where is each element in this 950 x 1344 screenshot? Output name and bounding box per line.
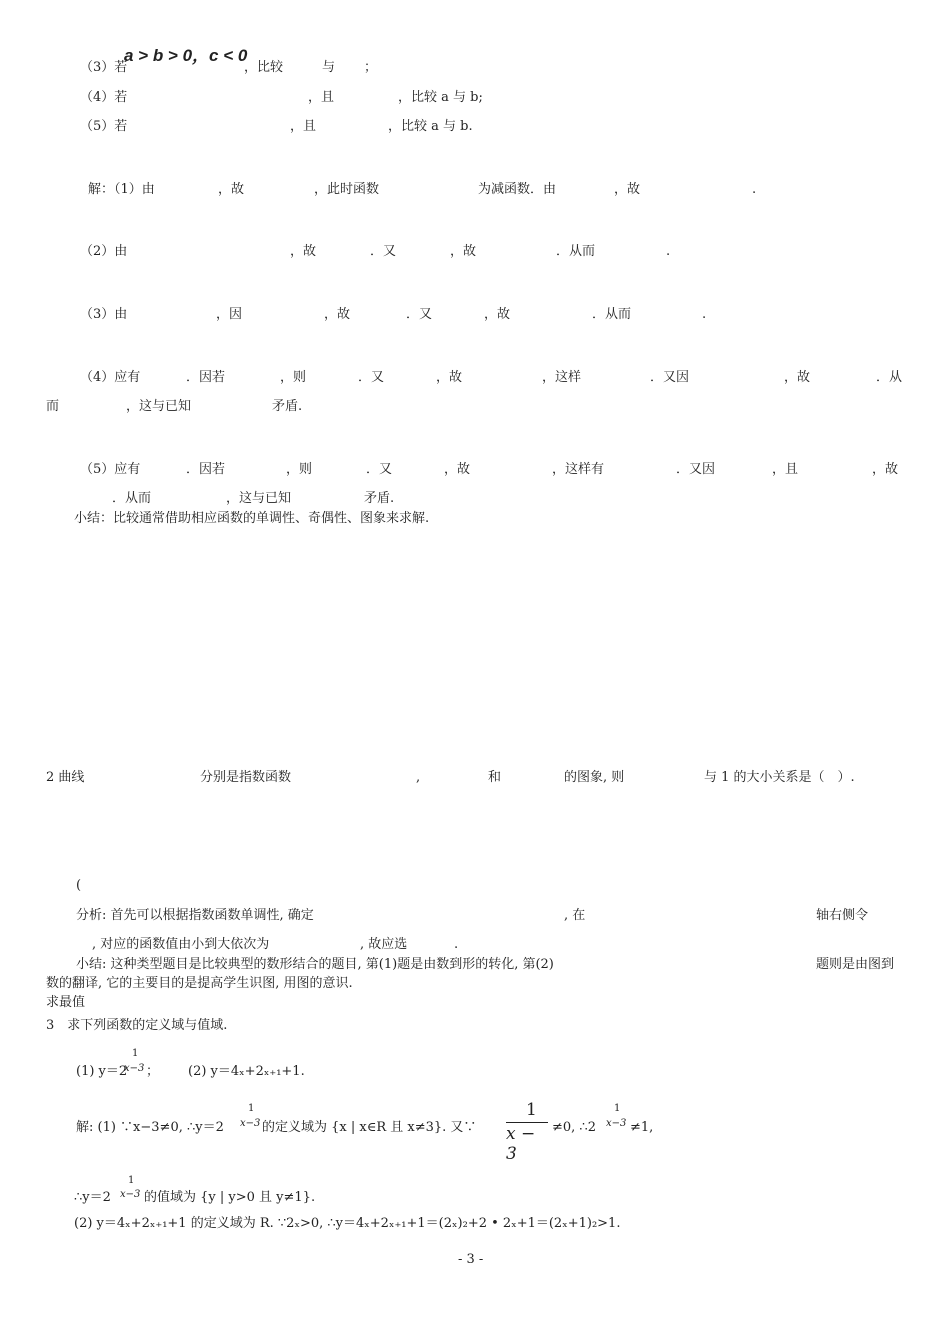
solution-3-e: ，故 (484, 307, 511, 322)
sol3-a: 解: (1) ∵x−3≠0, ∴y＝2 (76, 1120, 224, 1135)
sol3-fraction (506, 1100, 550, 1164)
solution-3-f: ．从而 (592, 307, 632, 322)
solution-5-a: （5）应有 (80, 462, 141, 477)
sol3-d: ≠1, (630, 1120, 654, 1135)
question-2-f: 与 1 的大小关系是（ ）. (704, 770, 855, 785)
sol3-exp-den: x−3 (240, 1118, 261, 1129)
solution-3-a: （3）由 (80, 307, 128, 322)
q3-item-1: (1) y＝2 (76, 1064, 128, 1079)
solution-5-g: ．又因 (676, 462, 716, 477)
solution-2-f: . (666, 244, 671, 259)
problem-4-text-2: ，比较 a 与 b; (398, 90, 483, 105)
q3-1-exp-den: x−3 (124, 1063, 145, 1074)
solution-5-h: ，且 (772, 462, 799, 477)
sol3c: (2) y＝4ₓ+2ₓ₊₁+1 的定义域为 R. ∵2ₓ>0, ∴y＝4ₓ+2ₓ₊₁+1＝(2ₓ)₂+2 • 2ₓ+1＝(2ₓ+1)₂>1. (74, 1216, 621, 1231)
solution-4-k: ，这与已知 (126, 399, 192, 414)
solution-2-d: ，故 (450, 244, 477, 259)
solution-4-h: ，故 (784, 370, 811, 385)
sol3-b: 的定义域为 {x | x∈R 且 x≠3}. 又∵ (262, 1120, 477, 1135)
solution-4-g: ．又因 (650, 370, 690, 385)
solution-5-j: ．从而 (112, 491, 152, 506)
sol3-c: ≠0, ∴2 (552, 1120, 596, 1135)
problem-5-label: （5）若 (80, 119, 128, 134)
solution-5-f: ，这样有 (552, 462, 605, 477)
q3-1-exp-num: 1 (132, 1048, 139, 1059)
question-2-d: 和 (488, 770, 502, 785)
solution-1-d: 为减函数．由 (478, 182, 557, 197)
analysis-e: , 故应选 (360, 937, 408, 952)
problem-5-text-1: ，且 (290, 119, 317, 134)
sol3b-a: ∴y＝2 (74, 1190, 111, 1205)
solution-3-b: ，因 (216, 307, 243, 322)
problem-4-text-1: ，且 (308, 90, 335, 105)
problem-3-text-2: 与 (322, 60, 336, 75)
solution-3-g: . (702, 307, 707, 322)
analysis-d: , 对应的函数值由小到大依次为 (92, 937, 270, 952)
sol3b-exp-den: x−3 (120, 1189, 141, 1200)
open-paren: ( (76, 878, 82, 893)
solution-4-b: ．因若 (186, 370, 226, 385)
solution-1-b: ，故 (218, 182, 245, 197)
question-2-a: 2 曲线 (46, 770, 85, 785)
solution-4-c: ，则 (280, 370, 307, 385)
solution-3-c: ，故 (324, 307, 351, 322)
problem-3-text-3: ； (364, 60, 378, 75)
solution-5-l: 矛盾. (364, 491, 395, 506)
analysis-f: . (454, 937, 459, 952)
sol3-fraction-den: x − 3 (506, 1124, 536, 1164)
sol3b-exp-num: 1 (128, 1175, 135, 1186)
solution-4-l: 矛盾. (272, 399, 303, 414)
q3-item-1-end: ； (146, 1064, 160, 1079)
sol3-exp2-num: 1 (614, 1103, 621, 1114)
solution-3-d: ．又 (406, 307, 433, 322)
analysis-c: 轴右侧令 (816, 908, 869, 923)
summary-2-b: 题则是由图到 (816, 957, 895, 972)
solution-4-e: ，故 (436, 370, 463, 385)
summary-1: 小结：比较通常借助相应函数的单调性、奇偶性、图象来求解. (74, 511, 430, 526)
summary-2-a: 小结: 这种类型题目是比较典型的数形结合的题目, 第(1)题是由数到形的转化, 第(2) (76, 957, 554, 972)
solution-5-e: ，故 (444, 462, 471, 477)
analysis-b: , 在 (564, 908, 586, 923)
solution-2-e: ．从而 (556, 244, 596, 259)
solution-5-k: ，这与已知 (226, 491, 292, 506)
solution-4-i: ．从 (876, 370, 903, 385)
solution-4-f: ，这样 (542, 370, 582, 385)
problem-3-label: （3）若 (80, 60, 128, 75)
sol3-fraction-num: 1 (526, 1100, 537, 1120)
problem-5-text-2: ，比较 a 与 b. (388, 119, 473, 134)
question-3: 3 求下列函数的定义域与值域. (46, 1018, 228, 1033)
solution-1-c: ，此时函数 (314, 182, 380, 197)
sol3b-b: 的值域为 {y | y>0 且 y≠1}. (144, 1190, 316, 1205)
solution-2-c: ．又 (370, 244, 397, 259)
question-2-b: 分别是指数函数 (200, 770, 292, 785)
problem-3-text-1: ，比较 (244, 60, 284, 75)
question-2-e: 的图象, 则 (564, 770, 625, 785)
solution-4-a: （4）应有 (80, 370, 141, 385)
solution-4-d: ．又 (358, 370, 385, 385)
solution-1-e: ，故 (614, 182, 641, 197)
page-number: - 3 - (458, 1252, 484, 1267)
sol3-exp2-den: x−3 (606, 1118, 627, 1129)
sol3-exp-num: 1 (248, 1103, 255, 1114)
q3-item-2: (2) y＝4ₓ+2ₓ₊₁+1. (188, 1064, 305, 1079)
question-2-c: , (416, 770, 421, 785)
solution-5-c: ，则 (286, 462, 313, 477)
problem-3-formula: a > b > 0，c < 0 (124, 46, 248, 65)
solution-2-b: ，故 (290, 244, 317, 259)
solution-2-a: （2）由 (80, 244, 128, 259)
solution-5-i: ，故 (872, 462, 899, 477)
analysis-a: 分析: 首先可以根据指数函数单调性, 确定 (76, 908, 314, 923)
solution-4-j: 而 (46, 399, 60, 414)
solution-1-f: . (752, 182, 757, 197)
section-heading: 求最值 (46, 995, 86, 1010)
solution-5-b: ．因若 (186, 462, 226, 477)
problem-4-label: （4）若 (80, 90, 128, 105)
summary-2-c: 数的翻译, 它的主要目的是提高学生识图, 用图的意识. (46, 976, 353, 991)
fraction-bar (506, 1122, 548, 1123)
solution-1-a: 解：（1）由 (88, 182, 155, 197)
solution-5-d: ．又 (366, 462, 393, 477)
